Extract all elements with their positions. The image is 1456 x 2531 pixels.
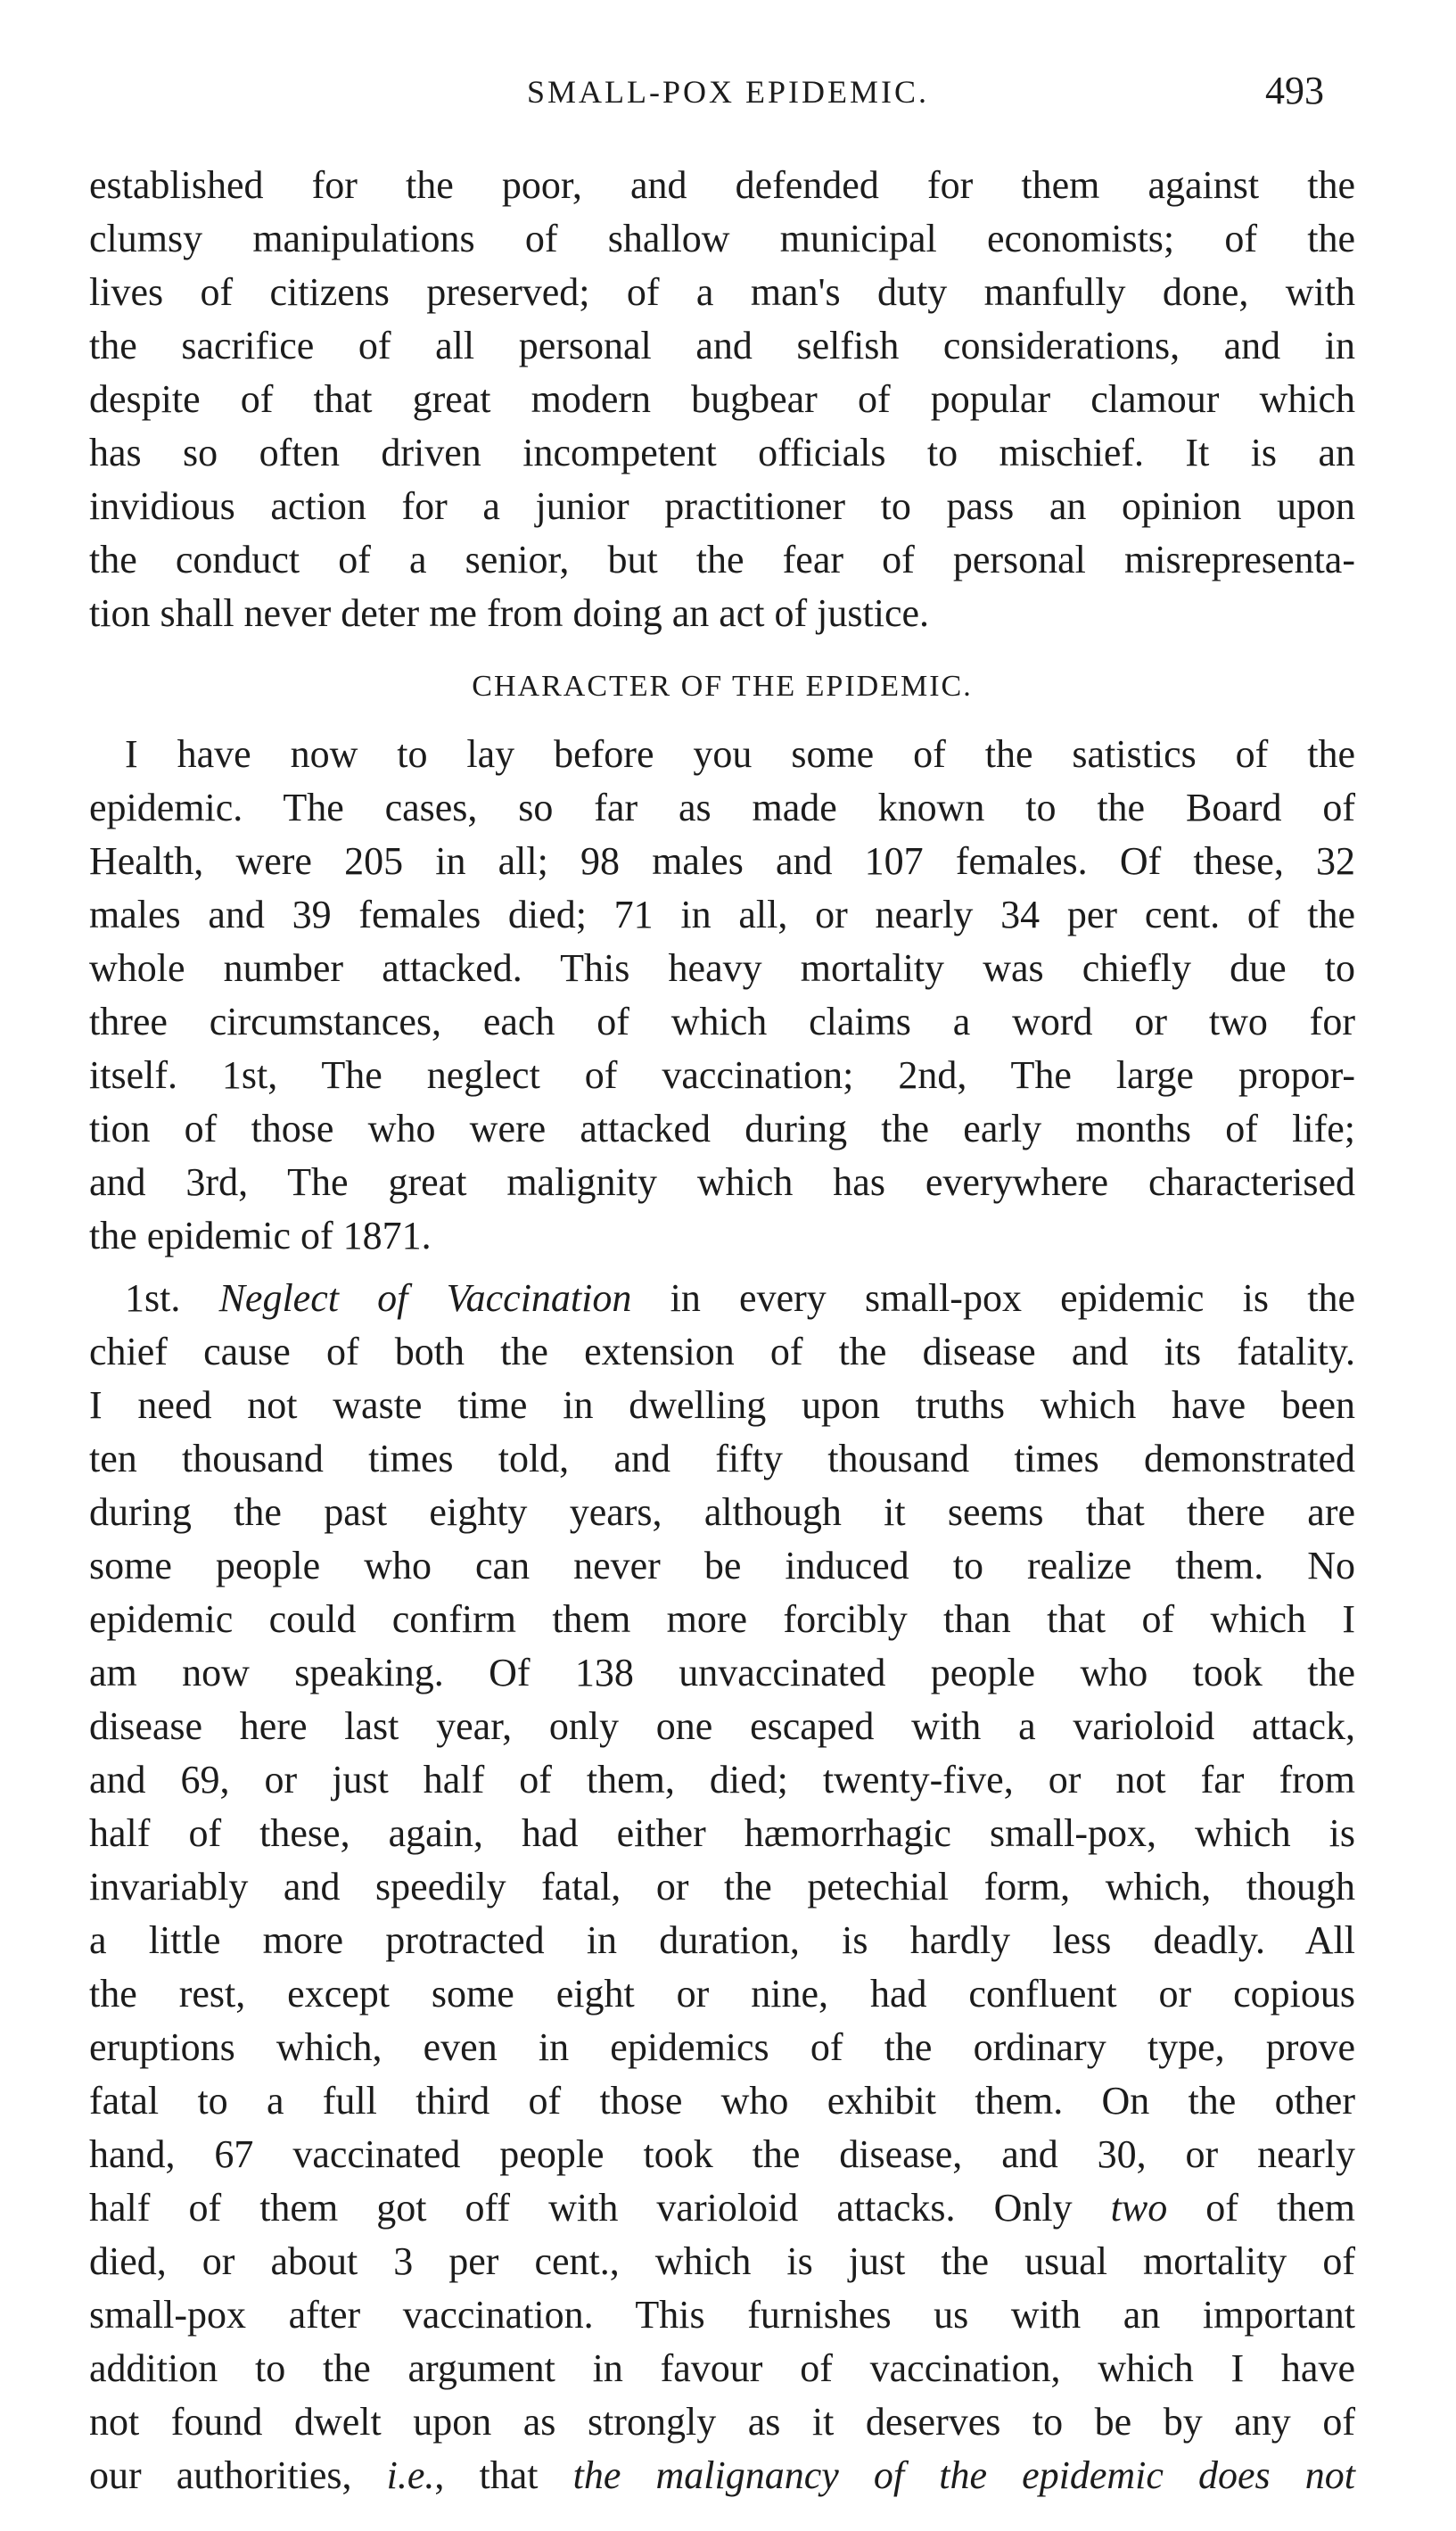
text-line: during the past eighty years, although it seems that there are [89, 1490, 1355, 1534]
body-text [89, 159, 1355, 2502]
italic-run: i.e. [386, 2453, 435, 2497]
text-line: has so often driven incompetent officials to mischief. It is an [89, 431, 1355, 474]
text-line: chief cause of both the extension of the disease and its fatality. [89, 1330, 1355, 1373]
text-line: clumsy manipulations of shallow municipal economists; of the [89, 217, 1355, 260]
paragraph-neglect-of-vaccination [89, 1272, 1355, 2502]
text-line [89, 1272, 1355, 1325]
text-line: I need not waste time in dwelling upon truths which have been [89, 1383, 1355, 1427]
text-line: the sacrifice of all personal and selfish considerations, and in [89, 324, 1355, 367]
text-line: despite of that great modern bugbear of popular clamour which [89, 377, 1355, 421]
italic-run: the malignancy of the epidemic does not [572, 2453, 1355, 2497]
text-line: am now speaking. Of 138 unvaccinated people who took the [89, 1651, 1355, 1694]
text-line: three circumstances, each of which claims a word or two for [89, 1000, 1355, 1043]
text-line: not found dwelt upon as strongly as it deserves to be by any of [89, 2400, 1355, 2444]
text-line: established for the poor, and defended for them against the [89, 163, 1355, 207]
text-line: disease here last year, only one escaped with a varioloid attack, [89, 1704, 1355, 1748]
text-line: some people who can never be induced to realize them. No [89, 1544, 1355, 1587]
text-run: , that [434, 2453, 573, 2497]
text-line: whole number attacked. This heavy mortality was chiefly due to [89, 946, 1355, 990]
text-line: lives of citizens preserved; of a man's duty manfully done, with [89, 270, 1355, 314]
text-line: the rest, except some eight or nine, had confluent or copious [89, 1972, 1355, 2016]
text-line: epidemic could confirm them more forcibly than that of which I [89, 1597, 1355, 1641]
text-run: 1st. [125, 1276, 219, 1320]
running-header [89, 69, 1367, 127]
text-line: I have now to lay before you some of the satistics of the [125, 732, 1355, 776]
text-line: hand, 67 vaccinated people took the disease, and 30, or nearly [89, 2132, 1355, 2176]
section-heading: CHARACTER OF THE EPIDEMIC. [472, 670, 973, 703]
text-line [89, 2181, 1355, 2235]
text-run: of them [1167, 2186, 1355, 2230]
text-line: the epidemic of 1871. [89, 1214, 432, 1257]
italic-run: two [1110, 2186, 1168, 2230]
text-line [89, 2449, 1355, 2502]
text-line: and 69, or just half of them, died; twenty-five, or not far from [89, 1758, 1355, 1801]
text-line: invariably and speedily fatal, or the petechial form, which, though [89, 1865, 1355, 1909]
text-line: addition to the argument in favour of vaccination, which I have [89, 2346, 1355, 2390]
text-line: and 3rd, The great malignity which has everywhere characterised [89, 1160, 1355, 1204]
text-line: ten thousand times told, and fifty thousand times demonstrated [89, 1437, 1355, 1480]
text-line: half of these, again, had either hæmorrhagic small-pox, which is [89, 1811, 1355, 1855]
text-line: died, or about 3 per cent., which is just the usual mortality of [89, 2239, 1355, 2283]
text-run: in every small-pox epidemic is the [631, 1276, 1355, 1320]
text-line: males and 39 females died; 71 in all, or nearly 34 per cent. of the [89, 893, 1355, 936]
running-title: SMALL-POX EPIDEMIC. [526, 74, 929, 110]
text-line: tion of those who were attacked during the early months of life; [89, 1107, 1355, 1150]
text-line: small-pox after vaccination. This furnishes us with an important [89, 2293, 1355, 2337]
text-line: invidious action for a junior practitioner to pass an opinion upon [89, 484, 1355, 528]
text-line: a little more protracted in duration, is hardly less deadly. All [89, 1918, 1355, 1962]
italic-run: Neglect of Vaccination [218, 1276, 632, 1320]
text-line: the conduct of a senior, but the fear of personal misrepresenta- [89, 538, 1355, 581]
paragraph-continuation [89, 159, 1355, 640]
page-number: 493 [1265, 69, 1324, 112]
text-line: Health, were 205 in all; 98 males and 107 females. Of these, 32 [89, 839, 1355, 883]
text-line: epidemic. The cases, so far as made known to the Board of [89, 786, 1355, 829]
text-run: half of them got off with varioloid attacks. Only [89, 2186, 1111, 2230]
text-line: eruptions which, even in epidemics of the ordinary type, prove [89, 2025, 1355, 2069]
paragraph-statistics [89, 728, 1355, 1263]
text-line: fatal to a full third of those who exhibit them. On the other [89, 2079, 1355, 2123]
text-line: itself. 1st, The neglect of vaccination; 2nd, The large propor- [89, 1053, 1355, 1097]
text-line: tion shall never deter me from doing an act of justice. [89, 591, 930, 635]
text-run: our authorities, [89, 2453, 387, 2497]
